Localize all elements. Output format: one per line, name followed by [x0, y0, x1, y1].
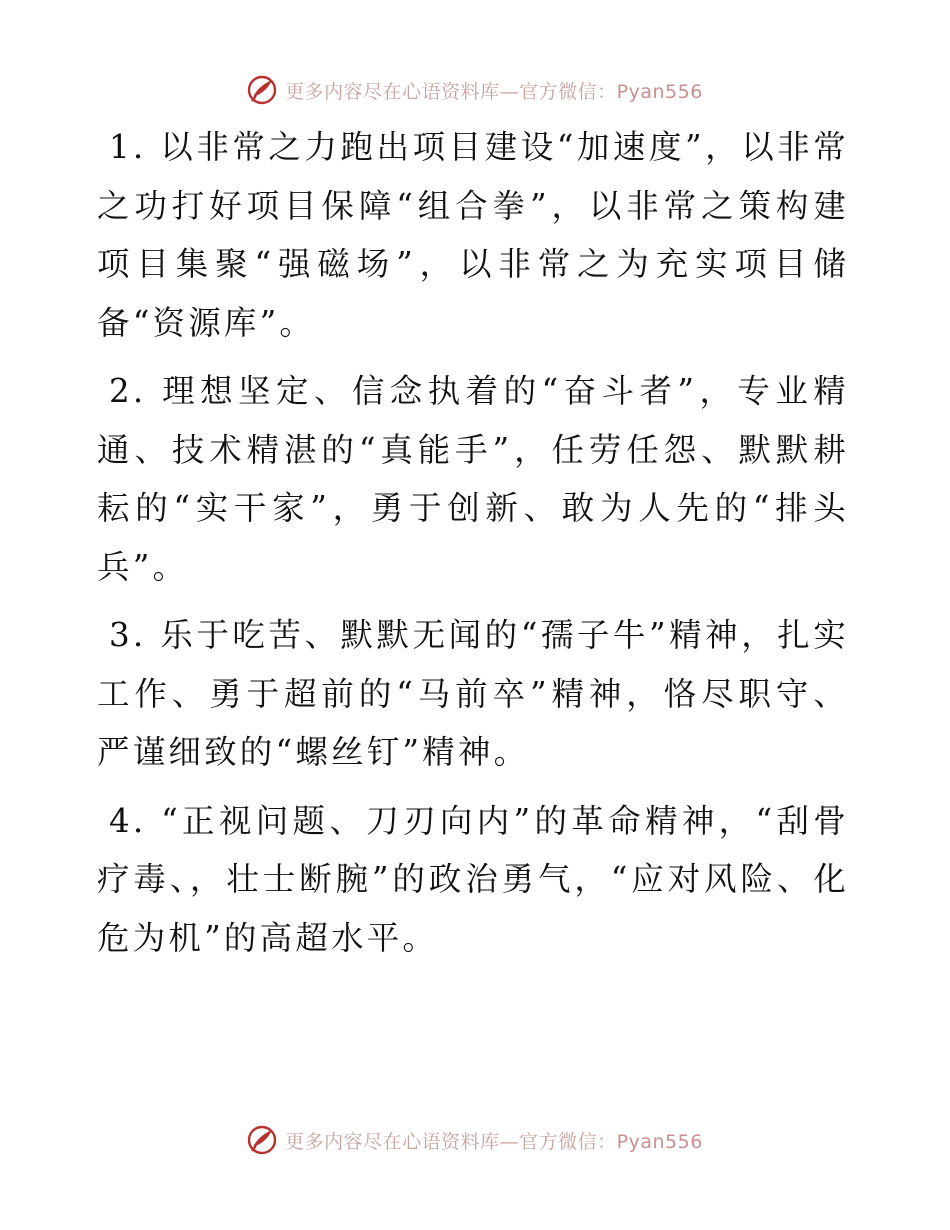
footer-banner: [0, 1122, 950, 1158]
banner-text: 更多内容尽在心语资料库—官方微信：Pyan556: [285, 1130, 703, 1153]
quill-pen-logo-icon: [247, 1125, 277, 1155]
wechat-id: Pyan556: [616, 80, 703, 103]
document-body: [97, 118, 849, 977]
banner-text: 更多内容尽在心语资料库—官方微信：Pyan556: [285, 80, 703, 103]
header-banner: [0, 72, 950, 108]
quill-pen-logo-icon: [247, 75, 277, 105]
paragraph-1: 1. 以非常之力跑出项目建设“加速度”，以非常之功打好项目保障“组合拳”，以非常之策构建项目集聚“强磁场”，以非常之为充实项目储备“资源库”。: [97, 128, 849, 342]
paragraph-3: 3. 乐于吃苦、默默无闻的“孺子牛”精神，扎实工作、勇于超前的“马前卒”精神，恪尽职守、严谨细致的“螺丝钉”精神。: [97, 616, 849, 771]
paragraph-4: 4. “正视问题、刀刃向内”的革命精神，“刮骨疗毒、，壮士断腕”的政治勇气，“应对风险、化危为机”的高超水平。: [97, 801, 849, 957]
wechat-id: Pyan556: [616, 1130, 703, 1153]
paragraph-2: 2. 理想坚定、信念执着的“奋斗者”，专业精通、技术精湛的“真能手”，任劳任怨、默默耕耘的“实干家”，勇于创新、敢为人先的“排头兵”。: [97, 372, 849, 586]
